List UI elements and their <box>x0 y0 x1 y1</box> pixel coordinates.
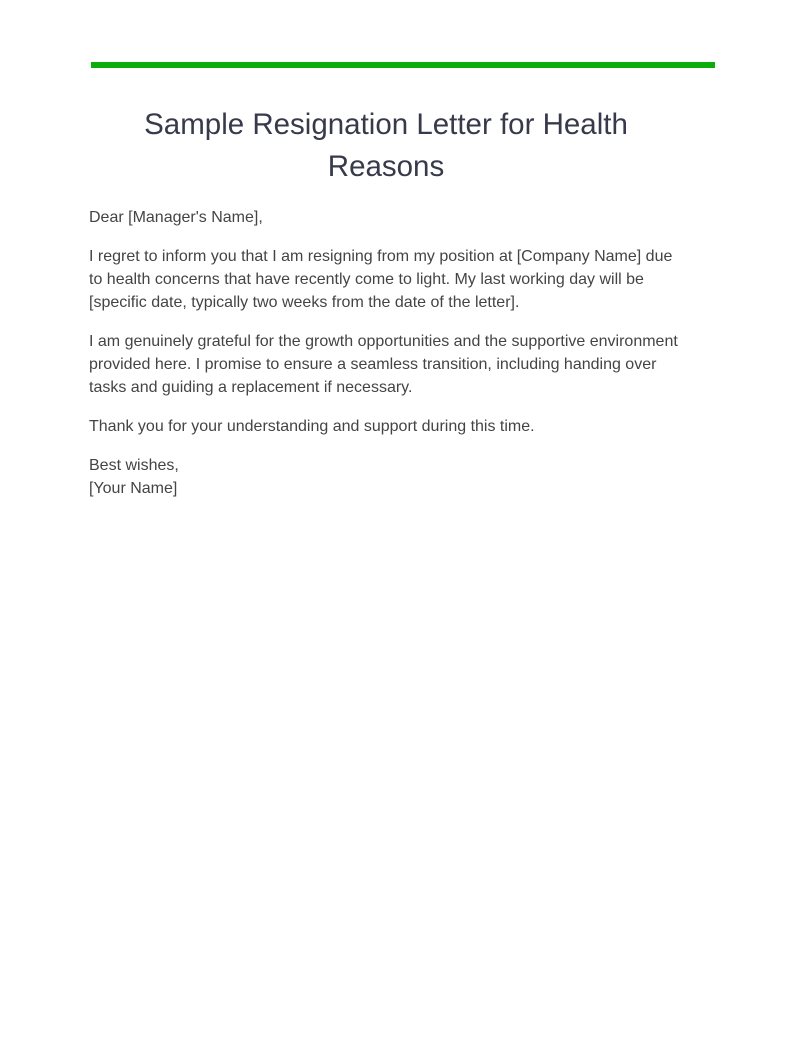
greeting: Dear [Manager's Name], <box>89 209 263 226</box>
paragraph: I am genuinely grateful for the growth opportunities and the supportive environment provided here. I promise to ensure a seamless transition, including handing over tasks and guiding a replacement if necessary. <box>89 333 678 396</box>
signature: [Your Name] <box>89 480 178 497</box>
paragraph: I regret to inform you that I am resigning from my position at [Company Name] due to health concerns that have recently come to light. My last working day will be [specific date, typically two weeks from the date of the letter]. <box>89 248 673 311</box>
paragraph: Thank you for your understanding and support during this time. <box>89 418 535 435</box>
top-accent-bar <box>91 62 715 68</box>
closing: Best wishes, <box>89 457 179 474</box>
page-title: Sample Resignation Letter for Health Reasons <box>144 108 628 183</box>
letter-body <box>89 104 683 516</box>
sign-off <box>89 454 683 500</box>
